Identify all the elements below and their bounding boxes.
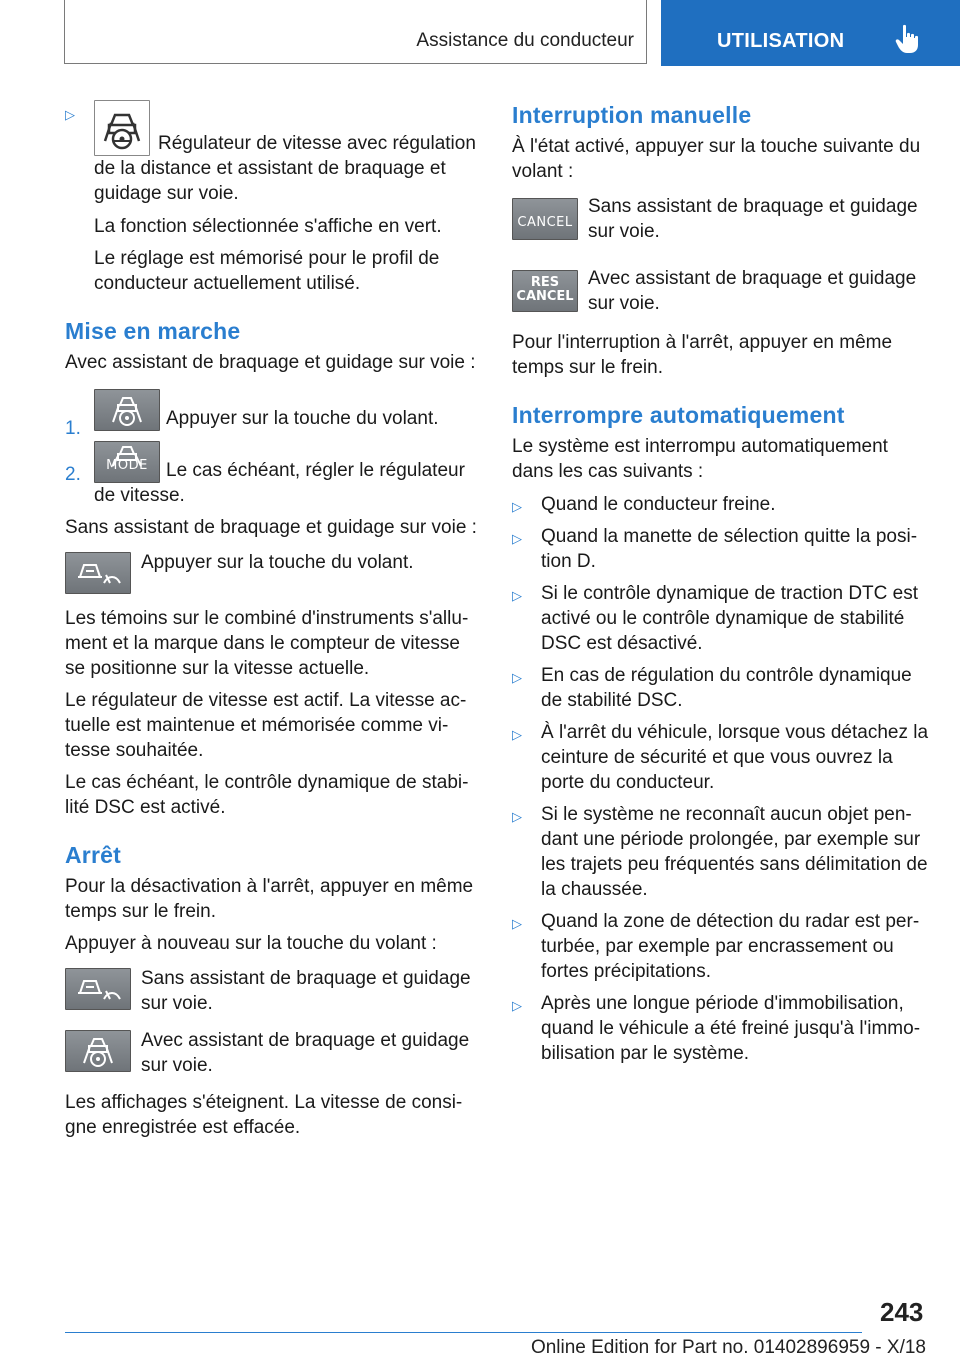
icon-row-text: Appuyer sur la touche du volant. xyxy=(141,552,414,573)
icon-row-text: Avec assistant de braquage et guidage sur voie. xyxy=(588,268,917,314)
list-item xyxy=(512,524,932,574)
icon-row xyxy=(65,1028,477,1078)
paragraph: Pour la désactivation à l'arrêt, appuyer en même temps sur le frein. xyxy=(65,876,474,922)
triangle-bullet-icon: ▷ xyxy=(512,588,522,603)
list-item xyxy=(512,991,932,1066)
steering-assist-icon xyxy=(65,1030,131,1072)
triangle-bullet-icon: ▷ xyxy=(512,531,522,546)
mode-button-icon xyxy=(94,441,160,483)
triangle-bullet-icon: ▷ xyxy=(512,670,522,685)
cancel-button-icon xyxy=(512,198,578,240)
list-item-text: À l'arrêt du véhicule, lorsque vous détachez la ceinture de sécurité et que vous ouvrez la porte du conducteur. xyxy=(541,722,929,793)
res-label: RES xyxy=(530,275,560,290)
list-item xyxy=(512,909,932,984)
cruise-control-icon xyxy=(65,552,131,594)
list-item xyxy=(512,663,932,713)
triangle-bullet-icon: ▷ xyxy=(65,107,75,122)
pointing-hand-icon xyxy=(895,24,921,54)
triangle-bullet-icon: ▷ xyxy=(512,809,522,824)
icon-row-text: Sans assistant de braquage et guidage sur voie. xyxy=(141,968,471,1014)
edition-text: Online Edition for Part no. 01402896959 - X/18 xyxy=(530,1337,926,1358)
list-item-text: Quand la manette de sélection quitte la position D. xyxy=(541,526,918,572)
triangle-bullet-icon: ▷ xyxy=(512,998,522,1013)
mode-label: MODE xyxy=(106,458,148,473)
steering-assist-icon xyxy=(94,389,160,431)
step-text: Appuyer sur la touche du volant. xyxy=(166,408,439,429)
paragraph: Le système est interrompu automatiquement dans les cas suivants : xyxy=(512,436,888,482)
cancel-label: CANCEL xyxy=(516,289,574,304)
step-text: Le cas échéant, régler le régulateur de vitesse. xyxy=(94,460,465,506)
paragraph: À l'état activé, appuyer sur la touche suivante du volant : xyxy=(512,136,921,182)
left-column xyxy=(65,100,477,1147)
res-cancel-label xyxy=(513,276,577,304)
header-chapter-tab xyxy=(661,0,960,66)
paragraph: Avec assistant de braquage et guidage sur voie : xyxy=(65,352,476,373)
icon-row xyxy=(65,550,477,594)
res-cancel-button-icon xyxy=(512,270,578,312)
intro-bullet-text: Régulateur de vitesse avec régulation de la distance et assistant de braquage et guidage sur voie. xyxy=(94,133,476,204)
icon-row-text: Sans assistant de braquage et guidage sur voie. xyxy=(588,196,918,242)
list-item-text: En cas de régulation du contrôle dynamique de stabilité DSC. xyxy=(541,665,912,711)
cruise-control-icon xyxy=(65,968,131,1010)
icon-row xyxy=(65,966,477,1016)
paragraph: Les affichages s'éteignent. La vitesse de consigne enregistrée est effacée. xyxy=(65,1092,463,1138)
step-2 xyxy=(65,441,477,508)
icon-row xyxy=(512,194,932,244)
triangle-bullet-icon: ▷ xyxy=(512,499,522,514)
list-item-text: Quand la zone de détection du radar est perturbée, par exemple par encrassement ou fortes précipitations. xyxy=(541,911,920,982)
icon-row xyxy=(512,266,932,316)
paragraph: Le régulateur de vitesse est actif. La vitesse actuelle est maintenue et mémorisée comme vitesse souhaitée. xyxy=(65,690,467,761)
paragraph: Pour l'interruption à l'arrêt, appuyer en même temps sur le frein. xyxy=(512,332,893,378)
page-number: 243 xyxy=(880,1297,924,1327)
step-number: 2. xyxy=(65,464,81,485)
paragraph: La fonction sélectionnée s'affiche en vert. xyxy=(94,216,442,237)
header-chapter-title: UTILISATION xyxy=(717,30,845,52)
header-section-box xyxy=(64,0,647,64)
page-footer xyxy=(0,1290,960,1362)
list-item-text: Après une longue période d'immobilisation, quand le véhicule a été freiné jusqu'à l'immobilisation par le système. xyxy=(541,993,921,1064)
page-header xyxy=(0,0,960,66)
heading-start: Mise en marche xyxy=(65,318,241,344)
cancel-label: CANCEL xyxy=(517,215,573,230)
icon-row-text: Avec assistant de braquage et guidage sur voie. xyxy=(141,1030,470,1076)
triangle-bullet-icon: ▷ xyxy=(512,916,522,931)
list-item xyxy=(65,100,477,206)
list-item-text: Quand le conducteur freine. xyxy=(541,494,776,515)
heading-stop: Arrêt xyxy=(65,842,121,868)
step-number: 1. xyxy=(65,418,81,439)
paragraph: Sans assistant de braquage et guidage sur voie : xyxy=(65,517,477,538)
paragraph: Les témoins sur le combiné d'instruments s'allument et la marque dans le compteur de vitesse se positionne sur la vitesse actuelle. xyxy=(65,608,469,679)
list-item-text: Si le contrôle dynamique de traction DTC est activé ou le contrôle dynamique de stabilité DSC est désactivé. xyxy=(541,583,919,654)
paragraph: Le cas échéant, le contrôle dynamique de stabilité DSC est activé. xyxy=(65,772,469,818)
right-column xyxy=(512,100,932,1073)
step-1 xyxy=(65,389,477,439)
header-section-title: Assistance du conducteur xyxy=(416,30,634,51)
paragraph: Le réglage est mémorisé pour le profil de conducteur actuellement utilisé. xyxy=(94,248,440,294)
list-item xyxy=(512,492,932,517)
list-item xyxy=(512,720,932,795)
steering-assist-icon xyxy=(94,100,150,156)
list-item-text: Si le système ne reconnaît aucun objet pendant une période prolongée, par exemple sur les trajets peu fréquentés sans délimitation de la chaussée. xyxy=(541,804,928,900)
list-item xyxy=(512,581,932,656)
footer-divider xyxy=(65,1332,862,1333)
list-item xyxy=(512,802,932,902)
heading-auto: Interrompre automatiquement xyxy=(512,402,845,428)
triangle-bullet-icon: ▷ xyxy=(512,727,522,742)
paragraph: Appuyer à nouveau sur la touche du volant : xyxy=(65,933,437,954)
heading-manual: Interruption manuelle xyxy=(512,102,752,128)
